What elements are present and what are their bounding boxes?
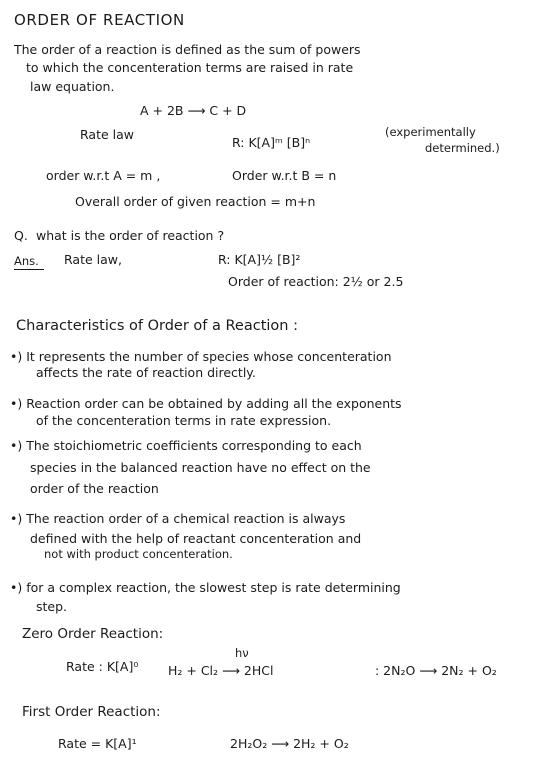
characteristic-3-line-3: order of the reaction (30, 481, 159, 496)
question-text: what is the order of reaction ? (36, 228, 225, 243)
zero-order-reaction-1: H₂ + Cl₂ ⟶ 2HCl (168, 663, 274, 678)
overall-order: Overall order of given reaction = m+n (75, 194, 316, 209)
zero-order-heading: Zero Order Reaction: (22, 626, 164, 642)
example-reaction: A + 2B ⟶ C + D (140, 103, 247, 118)
definition-line-3: law equation. (30, 79, 115, 94)
rate-law-label: Rate law (80, 127, 134, 142)
page-title: ORDER OF REACTION (14, 11, 185, 29)
first-order-rate: Rate = K[A]¹ (58, 736, 137, 751)
answer-order: Order of reaction: 2½ or 2.5 (228, 274, 404, 289)
rate-law-expression: R: K[A]ᵐ [B]ⁿ (232, 135, 311, 150)
zero-order-arrow-label: hν (235, 646, 249, 660)
zero-order-reaction-2: : 2N₂O ⟶ 2N₂ + O₂ (375, 663, 497, 678)
characteristic-2-line-2: of the concenteration terms in rate expression. (36, 413, 332, 428)
question-label: Q. (14, 228, 28, 243)
experimental-note-1: (experimentally (385, 125, 476, 139)
characteristic-3-line-1: •) The stoichiometric coefficients corresponding to each (10, 438, 362, 453)
definition-line-1: The order of a reaction is defined as the sum of powers (14, 42, 361, 57)
characteristic-1-line-2: affects the rate of reaction directly. (36, 365, 256, 380)
definition-line-2: to which the concenteration terms are raised in rate (26, 60, 354, 75)
experimental-note-2: determined.) (425, 141, 500, 155)
answer-rate-law: R: K[A]½ [B]² (218, 252, 301, 267)
characteristic-4-line-2: defined with the help of reactant concenteration and (30, 531, 362, 546)
answer-underline (14, 269, 44, 270)
characteristic-2-line-1: •) Reaction order can be obtained by adding all the exponents (10, 396, 402, 411)
characteristic-1-line-1: •) It represents the number of species whose concenteration (10, 349, 392, 364)
order-wrt-b: Order w.r.t B = n (232, 168, 337, 183)
characteristics-heading: Characteristics of Order of a Reaction : (16, 318, 298, 334)
characteristic-5-line-1: •) for a complex reaction, the slowest step is rate determining (10, 580, 401, 595)
characteristic-5-line-2: step. (36, 599, 68, 614)
answer-label: Ans. (14, 254, 39, 268)
characteristic-3-line-2: species in the balanced reaction have no effect on the (30, 460, 371, 475)
characteristic-4-line-1: •) The reaction order of a chemical reaction is always (10, 511, 346, 526)
characteristic-4-line-3: not with product concenteration. (44, 547, 233, 561)
order-wrt-a: order w.r.t A = m , (46, 168, 161, 183)
answer-rate-label: Rate law, (64, 252, 122, 267)
zero-order-rate: Rate : K[A]⁰ (66, 659, 139, 674)
first-order-heading: First Order Reaction: (22, 704, 161, 720)
first-order-reaction: 2H₂O₂ ⟶ 2H₂ + O₂ (230, 736, 349, 751)
